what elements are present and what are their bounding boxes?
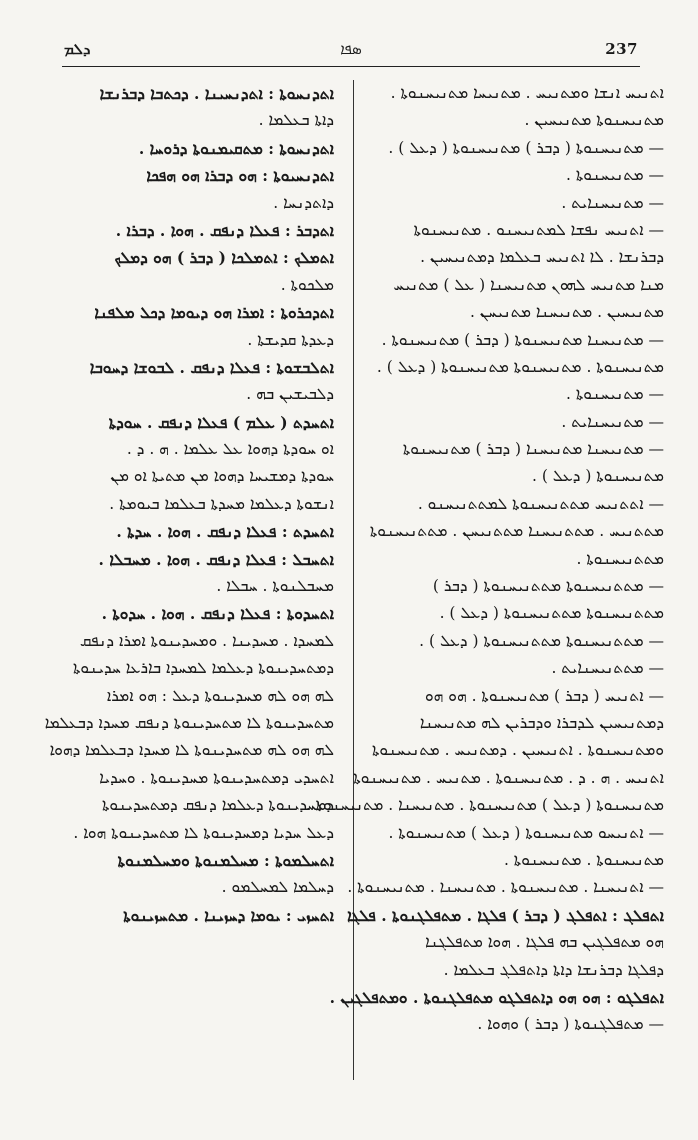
entry-text-line: ܠܗ ܗܘ ܠܗ ܡܚܕܝܢܘܬܐ ܕܥܠ : ܗܘ ܐܡܪܐ <box>106 686 334 705</box>
entry-text-line: ܡܢܐ ܡܬܢܝܚ ܠܗܘܢ ܡܬܢܝܚܢܐ ( ܥܠ ) ܡܬܢܝܚ <box>393 275 664 294</box>
entry-text-line: ܠܗ ܗܘ ܠܗ ܡܬܚܕܝܢܘܬܐ ܠܐ ܡܚܕܐ ܕܒܥܠܡܐ ܕܗܘܐ <box>49 741 334 760</box>
entry-text-line: ܡܚܒܠܢܘܬܐ . ܚܒܠܐ . <box>216 577 334 596</box>
entry-text-line: ܐܬܢܝܚ ܐܢܫܐ ܘܡܬܢܝܚ . ܡܬܢܝܚܐ ܡܬܢܝܚܢܘܬܐ . <box>390 84 664 102</box>
entry-headword-line: ܐܬܕܢܚܘܬܐ : ܐܬܕܢܚܝܢܐ . ܕܟܬܒܐ ܕܒܪܢܫܐ <box>99 84 334 103</box>
page-header <box>62 38 640 67</box>
header-keyword: ܕܠܡ <box>64 40 91 58</box>
entry-text-line: ܡܬܢܝܚܢܘܬܐ ( ܕܥܠ ) . <box>531 467 664 486</box>
entry-text-line: ܕܥܕܬܐ ܩܕܝܫܬܐ . <box>247 330 334 349</box>
entry-headword-line: ܐܬܚܠܡܘܬܐ : ܡܚܠܡܢܘܬܐ ܘܡܚܠܡܢܘܬܐ <box>117 850 334 870</box>
entry-text-line: — ܡܬܢܝܚܢܐܝܬ . <box>561 193 664 212</box>
entry-text-line: ܐܬܢܝܚ . ܗ . ܕ . ܡܬܢܝܚܢܘܬܐ . ܡܬܢܝܚ . ܡܬܢܝܚܢܘܬܐ <box>353 768 664 787</box>
entry-text-line: ܡܬܬܢܝܚ . ܡܬܬܢܝܚܢܐ ܡܬܬܢܝܚܢ . ܡܬܬܢܝܚܢܘܬܐ <box>369 522 664 541</box>
entry-text-line: ܕܡܚܕܝܢܘܬܐ ܕܥܠܡܐ ܕܢܦܩ ܕܡܬܚܕܝܢܘܬܐ <box>101 796 334 815</box>
entry-text-line: ܐܢܫܘܬܐ ܕܥܠܡܐ ܡܚܕܬܐ ܒܥܠܡܐ ܒܝܘܡܬܐ . <box>109 494 334 513</box>
entry-text-line: ܕܡܬܚܕܝܢܘܬܐ ܕܥܠܡܐ ܠܡܚܕܐ ܒܐܪܥܐ ܚܕܝܢܘܬܐ <box>73 659 334 678</box>
entry-text-line: ܐܬܚܕܝ ܕܡܬܚܕܝܢܘܬܐ ܡܚܕܝܢܘܬܐ . ܘܚܕܝܐ <box>99 768 334 787</box>
entry-text-line: ܠܡܚܕܐ . ܡܚܕܝܢܐ . ܘܡܚܕܝܢܘܬܐ ܐܡܪܐ ܕܢܦܩ <box>79 631 334 650</box>
entry-headword-line: ܐܬܚܕܬ ( ܥܠܡ ) ܦܥܠܐ ܕܢܦܩ . ܚܘܕܬܐ <box>108 412 334 432</box>
entry-text-line: ܕܥܠ ܚܕܝܐ ܕܡܚܕܝܢܘܬܐ ܠܐ ܡܬܚܕܝܢܘܬܐ ܗܘܐ . <box>73 823 334 842</box>
entry-text-line: ܘܡܬܢܝܚܢܘܬܐ . ܐܬܢܝܚܝܢ . ܕܡܬܢܝܚ . ܡܬܢܝܚܢܘܬܐ <box>371 741 664 760</box>
entry-text-line: ܡܠܟܘܬܐ . <box>280 275 334 294</box>
entry-text-line: — ܡܬܢܝܚܢܘܬܐ . <box>566 166 664 185</box>
entry-text-line: — ܡܬܢܝܚܢܘܬܐ ( ܕܒܪ ) ܡܬܢܝܚܢܘܬܐ ( ܕܥܠ ) . <box>388 138 664 157</box>
entry-text-line: — ܡܬܬܢܝܚܢܐܝܬ . <box>551 659 664 678</box>
entry-text-line: ܕܡܬܢܝܚܝܢ ܠܕܒܪܐ ܘܕܒܪܝܢ ܠܗ ܡܬܢܝܚܢܐ <box>419 713 664 732</box>
entry-text-line: — ܡܬܢܝܚܢܐܝܬ . <box>561 412 664 431</box>
entry-text-line: — ܡܬܢܝܚܢܘܬܐ . <box>566 385 664 404</box>
entry-text-line: ܗܘ ܡܬܦܠܓܝܢ ܒܗ ܦܠܓܐ . ܗܘܐ ܡܬܦܠܓܢܐ <box>425 933 664 952</box>
entry-headword-line: ܐܬܦܠܓ : ܐܬܦܠܓ ( ܕܒܪ ) ܦܠܓܐ . ܡܬܦܠܓܢܘܬܐ . ܦܠܓܐ <box>347 905 664 925</box>
entry-headword-line: ܐܬܕܒܪ : ܦܥܠܐ ܕܢܦܩ . ܗܘܐ . ܕܒܪܐ . <box>115 220 334 240</box>
entry-headword-line: ܐܬܚܙܝ : ܝܘܡܐ ܕܚܙܝܢܐ . ܡܬܚܙܝܢܘܬܐ <box>123 905 334 925</box>
entry-text-line: ܚܘܕܬܐ ܕܡܫܝܚܐ ܕܗܘܐ ܡܢ ܡܬܝܬܐ ܐܘ ܡܢ <box>110 467 334 486</box>
entry-headword-line: ܐܬܡܠܟ : ܐܬܡܠܟܐ ( ܕܒܪ ) ܗܘ ܕܡܠܟ <box>114 248 334 268</box>
page-number: 237 <box>605 40 638 58</box>
entry-text-line: ܡܬܚܕܝܢܘܬܐ ܠܐ ܡܬܚܕܝܢܘܬܐ ܕܢܦܩ ܡܚܕܐ ܕܒܥܠܡܐ <box>44 713 334 732</box>
entry-text-line: — ܡܬܢܝܚܢܐ ܡܬܢܝܚܢܐ ( ܕܒܪ ) ܡܬܢܝܚܢܘܬܐ <box>402 440 664 459</box>
entry-text-line: ܡܬܢܝܚܝܢ . ܡܬܢܝܚܢܐ ܡܬܢܝܚܢ . <box>470 303 664 322</box>
entry-text-line: — ܐܬܢܝܚܢܐ . ܡܬܢܝܚܢܘܬܐ . ܡܬܢܝܚܢܐ . ܡܬܢܝܚܢܘܬܐ . <box>347 878 664 897</box>
entry-headword-line: ܐܬܦܠܓܘ : ܗܘ ܗܘ ܕܐܬܦܠܓܘ ܡܬܦܠܓܢܘܬܐ . ܘܡܬܦܠܓܝܢ . <box>329 987 664 1007</box>
entry-headword-line: ܐܬܚܕܬ : ܦܥܠܐ ܕܢܦܩ . ܗܘܐ . ܚܕܬܐ . <box>116 522 334 542</box>
entry-text-line: — ܡܬܢܝܚܢܐ ܡܬܢܝܚܢܘܬܐ ( ܕܒܪ ) ܡܬܢܝܚܢܘܬܐ . <box>381 330 664 349</box>
entry-text-line: — ܡܬܬܢܝܚܢܘܬܐ ܡܬܬܢܝܚܢܘܬܐ ( ܕܒܪ ) <box>432 577 664 596</box>
entry-text-line: ܡܬܢܝܚܢܘܬܐ . ܡܬܢܝܚܢܘܬܐ . <box>503 850 664 869</box>
entry-text-line: ܡܬܢܝܚܢܘܬܐ . ܡܬܢܝܚܢܘܬܐ ܡܬܢܝܚܢܘܬܐ ( ܕܥܠ ) . <box>376 357 664 376</box>
entry-text-line: ܡܬܢܝܚܢܘܬܐ ܡܬܢܝܚܝܢ . <box>524 111 664 130</box>
entry-text-line: — ܡܬܬܢܝܚܢܘܬܐ ܡܬܬܢܝܚܢܘܬܐ ( ܕܥܠ ) . <box>419 631 664 650</box>
entry-headword-line: ܐܬܚܒܠ : ܦܥܠܐ ܕܢܦܩ . ܗܘܐ . ܡܚܒܠܐ . <box>98 549 334 569</box>
entry-text-line: — ܐܬܢܝܚ ܢܦܫܐ ܠܡܬܢܝܚܢܘ . ܡܬܢܝܚܢܘܬܐ <box>413 220 664 239</box>
entry-text-line: — ܡܬܦܠܓܢܘܬܐ ( ܕܒܪ ) ܘܗܘܐ . <box>477 1015 664 1034</box>
header-center-word: ܣܦܐ <box>340 40 362 58</box>
entry-text-line: ܕܐܬܕܢܚܐ . <box>273 193 334 212</box>
entry-text-line: ܕܦܠܓܐ ܕܒܪܢܫܐ ܕܐܬܐ ܕܐܬܦܠܓ ܒܥܠܡܐ . <box>443 960 664 979</box>
entry-text-line: ܡܬܬܢܝܚܢܘܬܐ ܡܬܬܢܝܚܢܘܬܐ ( ܕܥܠ ) . <box>439 604 664 623</box>
entry-text-line: ܕܠܒܝܫܝܢ ܒܗ . <box>246 385 334 404</box>
entry-headword-line: ܐܬܕܟܪܘܬܐ : ܐܡܪܐ ܗܘ ܕܝܘܡܐ ܕܟܠ ܡܠܦܢܐ <box>94 303 334 323</box>
entry-text-line: ܕܒܪܢܫܐ . ܠܐ ܐܬܢܝܚ ܒܥܠܡܐ ܕܡܬܢܝܚܝܢ . <box>420 248 664 267</box>
entry-text-line: — ܐܬܢܝܚܘ ܡܬܢܝܚܢܘܬܐ ( ܕܥܠ ) ܡܬܢܝܚܢܘܬܐ . <box>388 823 664 842</box>
entry-text-line: — ܐܬܬܢܝܚ ܡܬܬܢܝܚܢܘܬܐ ܠܡܬܬܢܝܚܢܘ . <box>417 494 664 513</box>
entry-text-line: ܐܘ ܚܘܕܬܐ ܕܗܘܐ ܥܠ ܥܠܡܐ . ܗ . ܕ . <box>126 440 334 459</box>
entry-text-line: — ܐܬܢܝܚ ( ܕܒܪ ) ܡܬܢܝܚܢܘܬܐ . ܗܘ ܗܘ <box>425 686 664 705</box>
entry-text-line: ܕܐܬܐ ܒܥܠܡܐ . <box>258 111 334 130</box>
entry-headword-line: ܐܬܕܢܚܝܘܬܐ : ܗܘ ܕܒܪܐ ܗܘ ܗܦܟܐ <box>146 166 334 186</box>
entry-headword-line: ܐܬܠܒܫܘܬܐ : ܦܥܠܐ ܕܢܦܩ . ܠܒܘܫܐ ܕܚܘܒܐ <box>89 357 334 377</box>
entry-headword-line: ܐܬܕܢܚܘܬܐ : ܡܬܩܝܡܢܘܬܐ ܕܪܘܚܐ . <box>138 138 334 158</box>
entry-text-line: ܕܚܠܡܐ ܠܡܚܠܡܘ . <box>221 878 334 897</box>
entry-text-line: ܡܬܢܝܚܢܘܬܐ ( ܕܥܠ ) ܡܬܢܝܚܢܘܬܐ . ܡܬܢܝܚܢܐ . ܡܬܢܝܚܢܘܬܐ . <box>305 796 664 815</box>
left-column <box>44 80 334 929</box>
entry-headword-line: ܐܬܚܕܘܬܐ : ܦܥܠܐ ܕܢܦܩ . ܗܘܐ . ܚܕܘܬܐ . <box>101 604 334 624</box>
entry-text-line: ܡܬܬܢܝܚܢܘܬܐ . <box>576 549 664 568</box>
column-divider <box>353 80 354 1080</box>
